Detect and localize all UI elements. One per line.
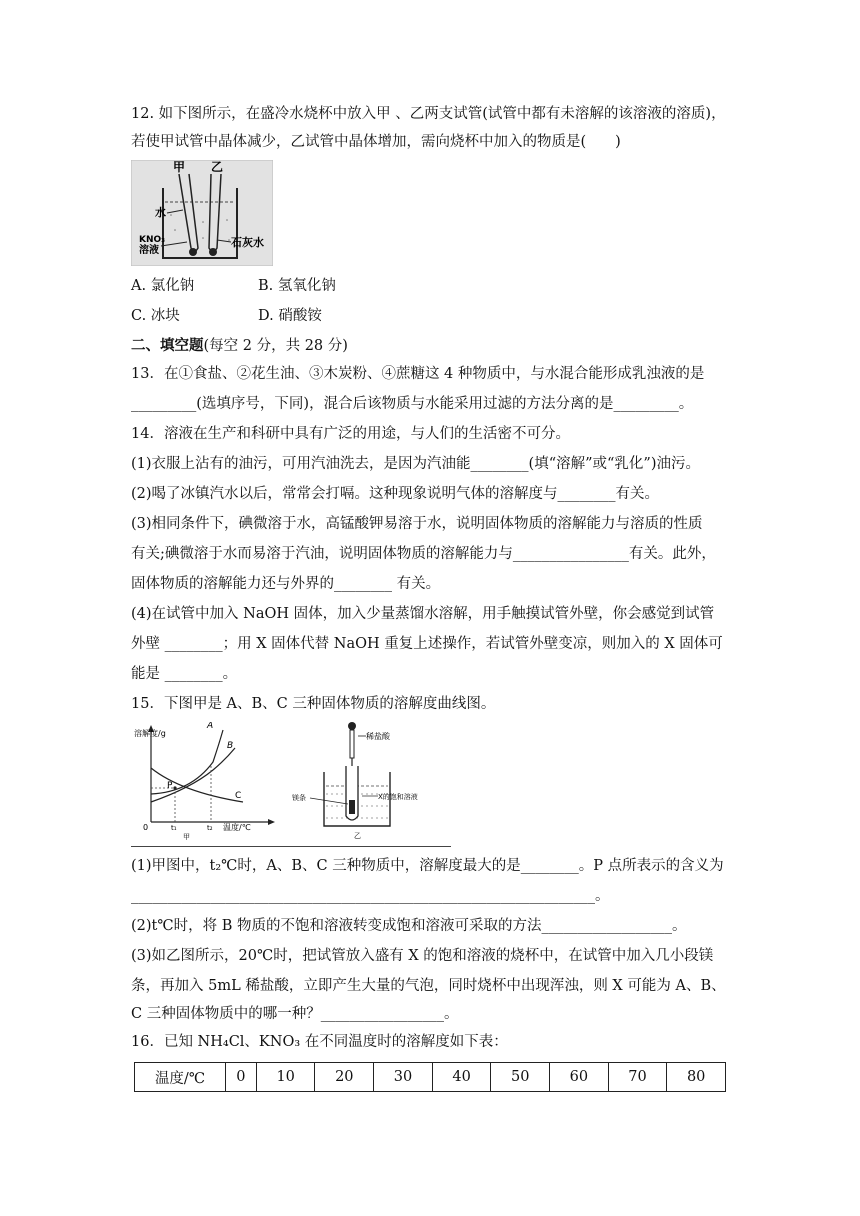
section-2-heading (131, 336, 348, 356)
section-2-title: 二、填空题 (131, 337, 204, 354)
q15-line-6: 条，再加入 5mL 稀盐酸，立即产生大量的气泡，同时烧杯中出现浑浊，则 X 可能为 A、B、 (131, 978, 726, 994)
table-cell: 70 (608, 1063, 667, 1092)
q14-line-9: 能是 ________。 (131, 666, 238, 682)
label-kno3: KNO₃ (139, 235, 166, 245)
table-cell: 10 (256, 1063, 315, 1092)
q12-option-a: A. 氯化钠 (131, 278, 195, 294)
q13-line-2: _________(选填序号，下同)，混合后该物质与水能采用过滤的方法分离的是_________。 (131, 396, 694, 412)
q14-line-2: (1)衣服上沾有的油污，可用汽油洗去，是因为汽油能________(填“溶解”或“乳化”)油污。 (131, 456, 701, 472)
q16-line-1: 16．已知 NH₄Cl、KNO₃ 在不同温度时的溶解度如下表： (131, 1034, 508, 1050)
q12-option-b: B. 氢氧化钠 (258, 278, 336, 294)
label-jia: 甲 (173, 160, 186, 174)
section-2-note: (每空 2 分，共 28 分) (203, 338, 348, 354)
table-cell: 20 (315, 1063, 374, 1092)
q12-beaker-figure (131, 160, 273, 266)
curve-a-label: A (207, 722, 214, 731)
q15-line-7: C 三种固体物质中的哪一种？_________________。 (131, 1006, 459, 1022)
label-yi: 乙 (211, 160, 224, 174)
x-solution-label: X的饱和溶液 (378, 793, 418, 801)
table-cell: 30 (374, 1063, 433, 1092)
q15-line-3: ________________________________________________________________。 (131, 888, 610, 904)
q14-line-6: 固体物质的溶解能力还与外界的________ 有关。 (131, 576, 441, 592)
label-limewater: 石灰水 (231, 236, 264, 249)
graph-t2: t₂ (207, 824, 213, 832)
table-cell: 40 (432, 1063, 491, 1092)
table-cell: 温度/℃ (135, 1063, 226, 1092)
q12-option-d: D. 硝酸铵 (258, 308, 322, 324)
graph-origin: 0 (143, 823, 149, 832)
q14-line-7: (4)在试管中加入 NaOH 固体，加入少量蒸馏水溶解，用手触摸试管外壁，你会感觉到试管 (131, 606, 715, 622)
curve-a (151, 730, 223, 794)
q14-line-1: 14．溶液在生产和科研中具有广泛的用途，与人们的生活密不可分。 (131, 426, 570, 442)
graph-xlabel: 温度/℃ (223, 823, 251, 832)
q12-line-1: 12. 如下图所示，在盛冷水烧杯中放入甲 、乙两支试管(试管中都有未溶解的该溶液的溶质)， (131, 106, 726, 122)
q12-line-2: 若使甲试管中晶体减少，乙试管中晶体增加，需向烧杯中加入的物质是( ) (131, 134, 621, 150)
table-cell: 50 (491, 1063, 550, 1092)
q15-line-2: (1)甲图中，t₂℃时，A、B、C 三种物质中，溶解度最大的是________。P 点所表示的含义为 (131, 858, 724, 874)
apparatus-figure (290, 722, 450, 840)
figure-divider (131, 846, 451, 847)
q14-line-3: (2)喝了冰镇汽水以后，常常会打嗝。这种现象说明气体的溶解度与________有关。 (131, 486, 660, 502)
q13-line-1: 13．在①食盐、②花生油、③木炭粉、④蔗糖这 4 种物质中，与水混合能形成乳浊液的是 (131, 366, 705, 382)
graph-t1: t₁ (171, 824, 177, 832)
q15-line-4: (2)t℃时，将 B 物质的不饱和溶液转变成饱和溶液可采取的方法__________________。 (131, 918, 687, 934)
solubility-table (134, 1062, 726, 1092)
curve-b (151, 748, 235, 802)
q14-line-4: (3)相同条件下，碘微溶于水，高锰酸钾易溶于水，说明固体物质的溶解能力与溶质的性质 (131, 516, 703, 532)
label-solution: 溶液 (139, 245, 159, 256)
table-cell: 60 (550, 1063, 609, 1092)
q15-line-1: 15．下图甲是 A、B、C 三种固体物质的溶解度曲线图。 (131, 696, 496, 712)
q15-line-5: (3)如乙图所示，20℃时，把试管放入盛有 X 的饱和溶液的烧杯中，在试管中加入几小段镁 (131, 948, 714, 964)
curve-c-label: C (235, 791, 242, 801)
q12-option-c: C. 冰块 (131, 308, 180, 324)
label-water: 水 (155, 206, 166, 219)
point-p-label: P (167, 781, 173, 791)
table-cell: 0 (226, 1063, 257, 1092)
table-row (135, 1063, 726, 1092)
table-cell: 80 (667, 1063, 726, 1092)
graph-ylabel: 溶解度/g (134, 729, 166, 738)
q14-line-5: 有关;碘微溶于水而易溶于汽油，说明固体物质的溶解能力与________________有关。此外， (131, 546, 716, 562)
graph-caption: 甲 (183, 833, 190, 840)
solubility-curve-figure (131, 722, 281, 840)
q14-line-8: 外壁 ________；用 X 固体代替 NaOH 重复上述操作，若试管外壁变凉，则加入的 X 固体可 (131, 636, 723, 652)
curve-b-label: B (227, 741, 234, 751)
acid-label: 稀盐酸 (366, 732, 390, 741)
magnesium-label: 镁条 (292, 794, 306, 802)
apparatus-caption: 乙 (354, 832, 361, 840)
